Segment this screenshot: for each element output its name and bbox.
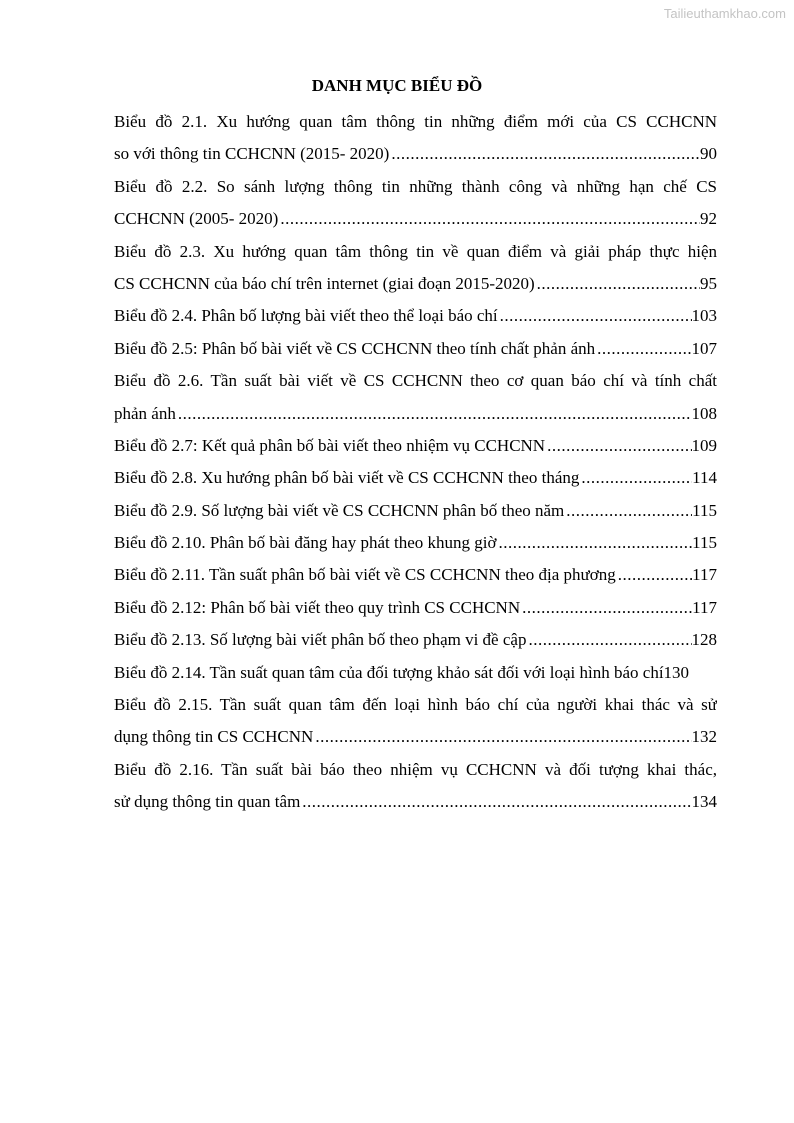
toc-entry-page: 117 <box>692 565 717 585</box>
toc-entry-page: 103 <box>691 306 717 326</box>
toc-entry-text: Biểu đồ 2.5: Phân bố bài viết về CS CCHCNN theo tính chất phản ánh <box>114 338 596 358</box>
toc-entry-page: 117 <box>692 597 717 617</box>
dot-leader <box>616 559 692 591</box>
dot-leader <box>278 203 700 235</box>
dot-leader <box>579 462 692 494</box>
toc-entry-text: sử dụng thông tin quan tâm <box>114 792 301 812</box>
dot-leader <box>535 268 700 300</box>
toc-entry-line: Biểu đồ 2.16. Tần suất bài báo theo nhiệm vụ CCHCNN và đối tượng khai thác, <box>114 759 717 779</box>
dot-leader <box>545 430 691 462</box>
toc-entry-text: dụng thông tin CS CCHCNN <box>114 727 314 747</box>
toc-entry-page: 95 <box>700 273 717 293</box>
toc-entry-page: 115 <box>692 533 717 553</box>
toc-entry-page: 128 <box>691 630 717 650</box>
toc-entry-line: Biểu đồ 2.1. Xu hướng quan tâm thông tin những điểm mới của CS CCHCNN <box>114 112 717 131</box>
dot-leader <box>496 527 692 559</box>
dot-leader <box>520 592 692 624</box>
toc-entry-line: Biểu đồ 2.3. Xu hướng quan tâm thông tin về quan điểm và giải pháp thực hiện <box>114 241 717 261</box>
toc-entry-page: 115 <box>692 500 717 520</box>
toc-entry[interactable] <box>114 592 717 624</box>
toc-entry-page: 90 <box>700 144 717 164</box>
toc-entry-text: so với thông tin CCHCNN (2015- 2020) <box>114 144 390 164</box>
dot-leader <box>526 624 691 656</box>
toc-entry-text: CCHCNN (2005- 2020) <box>114 209 279 229</box>
dot-leader <box>389 138 700 170</box>
dot-leader <box>176 398 692 430</box>
toc-entry[interactable] <box>114 559 717 591</box>
toc-entry-page: 130 <box>663 662 690 682</box>
toc-entry-text: Biểu đồ 2.7: Kết quả phân bố bài viết theo nhiệm vụ CCHCNN <box>114 435 546 455</box>
toc-entry-page: 92 <box>700 209 717 229</box>
toc-entry-text: Biểu đồ 2.4. Phân bố lượng bài viết theo thể loại báo chí <box>114 306 498 326</box>
toc-entry[interactable] <box>114 527 717 559</box>
toc-entry-page: 107 <box>691 338 717 358</box>
toc-entry[interactable] <box>114 268 717 300</box>
toc-entry-text: Biểu đồ 2.10. Phân bố bài đăng hay phát theo khung giờ <box>114 533 497 553</box>
toc-entry[interactable] <box>114 300 717 332</box>
toc-entry-text: Biểu đồ 2.12: Phân bố bài viết theo quy trình CS CCHCNN <box>114 597 521 617</box>
toc-entry[interactable] <box>114 333 717 365</box>
dot-leader <box>595 333 691 365</box>
toc-entry-page: 108 <box>691 403 717 423</box>
toc-entry[interactable] <box>114 786 717 818</box>
toc-list <box>114 106 717 819</box>
toc-entry-text: Biểu đồ 2.8. Xu hướng phân bố bài viết về CS CCHCNN theo tháng <box>114 468 580 488</box>
toc-entry-line: Biểu đồ 2.6. Tần suất bài viết về CS CCHCNN theo cơ quan báo chí và tính chất <box>114 371 717 391</box>
toc-entry[interactable] <box>114 657 717 689</box>
dot-leader <box>300 786 691 818</box>
toc-entry[interactable] <box>114 398 717 430</box>
toc-entry[interactable] <box>114 203 717 235</box>
toc-entry-page: 132 <box>691 727 717 747</box>
dot-leader <box>498 300 692 332</box>
dot-leader <box>313 721 691 753</box>
toc-entry-text: Biểu đồ 2.13. Số lượng bài viết phân bố theo phạm vi đề cập <box>114 630 527 650</box>
toc-entry-line: Biểu đồ 2.15. Tần suất quan tâm đến loại hình báo chí của người khai thác và sử <box>114 695 717 715</box>
toc-entry-page: 114 <box>692 468 717 488</box>
toc-entry[interactable] <box>114 462 717 494</box>
toc-entry-text: CS CCHCNN của báo chí trên internet (giai đoạn 2015-2020) <box>114 273 535 293</box>
toc-entry[interactable] <box>114 624 717 656</box>
toc-entry[interactable] <box>114 721 717 753</box>
toc-entry-text: Biểu đồ 2.9. Số lượng bài viết về CS CCHCNN phân bố theo năm <box>114 500 565 520</box>
toc-entry[interactable] <box>114 430 717 462</box>
page-title: DANH MỤC BIỂU ĐỒ <box>311 76 483 95</box>
toc-entry-page: 109 <box>691 435 717 455</box>
toc-entry-text: phản ánh <box>114 403 176 423</box>
toc-entry[interactable] <box>114 138 717 170</box>
toc-entry-page: 134 <box>691 792 717 812</box>
toc-entry[interactable] <box>114 495 717 527</box>
toc-entry-line: Biểu đồ 2.2. So sánh lượng thông tin những thành công và những hạn chế CS <box>114 176 717 196</box>
watermark: Tailieuthamkhao.com <box>663 6 786 21</box>
dot-leader <box>564 495 692 527</box>
toc-entry-text: Biểu đồ 2.14. Tần suất quan tâm của đối tượng khảo sát đối với loại hình báo chí <box>114 662 664 682</box>
toc-entry-text: Biểu đồ 2.11. Tần suất phân bố bài viết về CS CCHCNN theo địa phương <box>114 565 616 585</box>
